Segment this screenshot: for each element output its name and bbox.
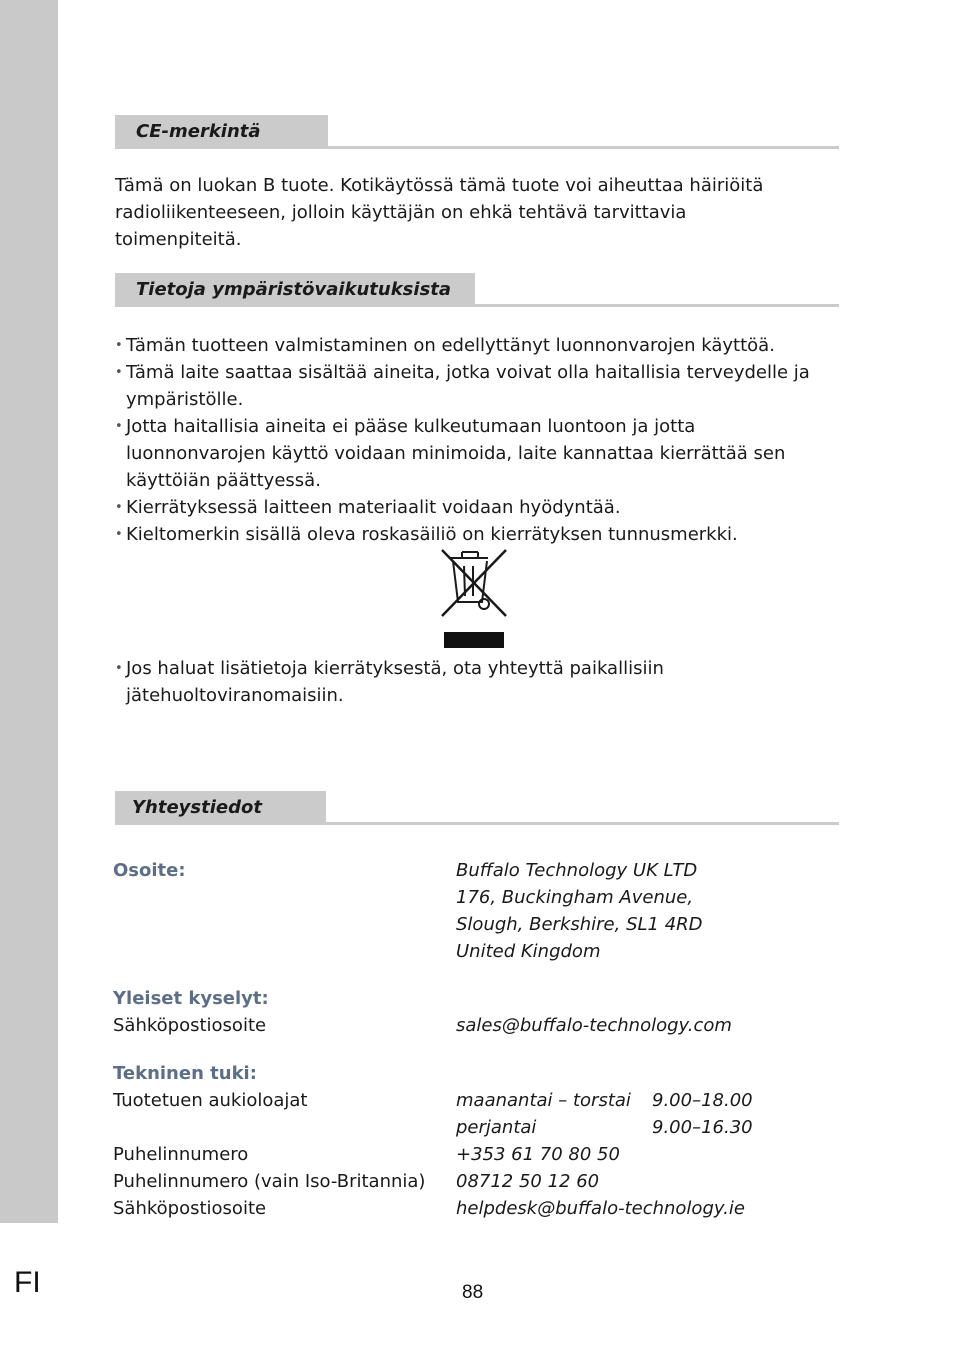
environment-bullet-list: [115, 332, 835, 548]
side-margin-bar: [0, 0, 58, 1223]
phone-label: Puhelinnumero: [113, 1144, 249, 1165]
general-inquiries-label: Yleiset kyselyt:: [113, 988, 269, 1009]
section-rule: [115, 822, 839, 825]
phone-number: +353 61 70 80 50: [456, 1144, 620, 1165]
contact-details: [113, 857, 813, 1217]
section-header-environment: [115, 273, 839, 307]
support-time: 9.00–16.30: [652, 1117, 753, 1138]
technical-support-label: Tekninen tuki:: [113, 1063, 257, 1084]
list-item: • Kieltomerkin sisällä oleva roskasäiliö on kierrätyksen tunnusmerkki.: [115, 521, 835, 548]
section-rule: [115, 304, 839, 307]
list-item: • Jos haluat lisätietoja kierrätyksestä, ota yhteyttä paikallisiin jätehuoltoviranomaisiin.: [115, 655, 835, 709]
address-line: Buffalo Technology UK LTD: [456, 860, 698, 881]
language-code: FI: [14, 1266, 41, 1299]
list-item: • Tämä laite saattaa sisältää aineita, jotka voivat olla haitallisia terveydelle ja ympäristölle.: [115, 359, 835, 413]
support-time: 9.00–18.00: [652, 1090, 753, 1111]
address-line: United Kingdom: [456, 941, 601, 962]
section-title: CE-merkintä: [115, 115, 328, 146]
support-email-link[interactable]: helpdesk@buffalo-technology.ie: [456, 1198, 745, 1219]
sales-email-label: Sähköpostiosoite: [113, 1015, 267, 1036]
sales-email-link[interactable]: sales@buffalo-technology.com: [456, 1015, 732, 1036]
support-email-label: Sähköpostiosoite: [113, 1198, 267, 1219]
crossed-bin-icon: [436, 544, 512, 650]
address-line: 176, Buckingham Avenue,: [456, 887, 694, 908]
section-header-contact: [115, 791, 839, 825]
ce-text: Tämä on luokan B tuote. Kotikäytössä tämä tuote voi aiheuttaa häiriöitä radioliikenteeseen, jolloin käyttäjän on ehkä tehtävä tarvittavia toimenpiteitä.: [115, 175, 764, 250]
address-line: Slough, Berkshire, SL1 4RD: [456, 914, 703, 935]
section-title: Yhteystiedot: [115, 791, 326, 822]
page-number: 88: [462, 1282, 484, 1303]
support-days: perjantai: [456, 1117, 537, 1138]
address-label: Osoite:: [113, 860, 186, 881]
environment-bullet-list-after: [115, 655, 835, 709]
support-days: maanantai – torstai: [456, 1090, 631, 1111]
section-rule: [115, 146, 839, 149]
section-header-ce: [115, 115, 839, 149]
list-item: • Kierrätyksessä laitteen materiaalit voidaan hyödyntää.: [115, 494, 835, 521]
list-item: • Tämän tuotteen valmistaminen on edellyttänyt luonnonvarojen käyttöä.: [115, 332, 835, 359]
section-title: Tietoja ympäristövaikutuksista: [115, 273, 475, 304]
list-item: • Jotta haitallisia aineita ei pääse kulkeutumaan luontoon ja jotta luonnonvarojen käyttö voidaan minimoida, laite kannattaa kierrättää sen käyttöiän päättyessä.: [115, 413, 835, 494]
support-hours-label: Tuotetuen aukioloajat: [113, 1090, 308, 1111]
phone-uk-label: Puhelinnumero (vain Iso-Britannia): [113, 1171, 426, 1192]
phone-uk-number: 08712 50 12 60: [456, 1171, 600, 1192]
